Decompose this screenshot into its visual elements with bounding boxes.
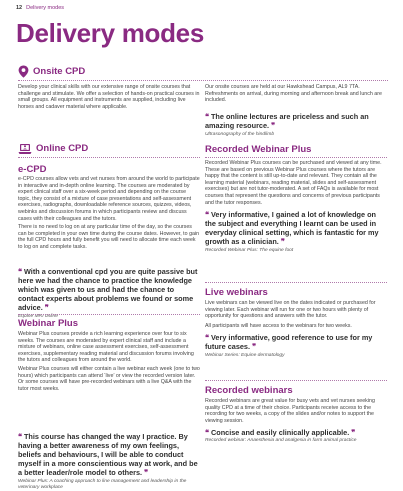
onsite-quote-source: Ultrasonography of the hindlimb [205, 131, 275, 137]
running-section-title: Delivery modes [26, 5, 65, 11]
close-quote-mark: ❞ [280, 237, 285, 247]
onsite-divider [18, 80, 388, 81]
webinar-plus-para-2: Webinar Plus courses will either contain a live webinar each week (one to two hours) which participants can attend ‘live’ or view the recorded version later. Or some courses will have pre-recorded webinars with a live Q&A with the tutor most weeks. [18, 365, 200, 392]
recorded-webinars-heading: Recorded webinars [205, 385, 293, 396]
live-webinars-section [205, 282, 387, 360]
online-heading-row [18, 142, 200, 155]
divider [205, 282, 387, 283]
onsite-quote [205, 112, 387, 130]
recorded-webinars-quote-text: Concise and easily clinically applicable. [210, 428, 350, 438]
recorded-webinars-quote [205, 428, 387, 437]
left-column [18, 84, 200, 110]
recorded-webinar-plus-section [205, 144, 387, 254]
webinar-plus-quote-text: This course has changed the way I practice. By having a better awareness of my own feelings, beliefs and behaviours, I will be able to conduct myself in a more conscientious way at work, and be a better leader/role model to others. [18, 432, 198, 477]
close-quote-mark: ❞ [252, 342, 256, 352]
page-header [16, 4, 64, 12]
live-webinars-quote-source: Webinar Series: Equine dermatology [205, 353, 285, 359]
open-quote-mark: ❝ [18, 267, 22, 276]
open-quote-mark: ❝ [205, 210, 209, 220]
open-quote-mark: ❝ [205, 428, 209, 438]
onsite-venue: Our onsite courses are held at our Hawkshead Campus, AL9 7TA. Refreshments on arrival, during morning and afternoon break and lunch are included. [205, 84, 382, 104]
online-divider [18, 157, 200, 158]
page-number: 12 [16, 5, 23, 11]
right-column [205, 84, 387, 138]
close-quote-mark: ❞ [44, 303, 49, 312]
onsite-cpd-heading: Onsite CPD [33, 65, 86, 77]
map-pin-icon [18, 65, 29, 78]
ecpd-para-1: e-CPD courses allow vets and vet nurses from around the world to participate in interactive and in-depth online learning. The courses are moderated by expert clinical staff over a six-week period and depending on the course topic, they consist of a mixture of case presentations and self-assessment exercises, radiographs, downloadable reference sources, quizzes, videos, webinks and discussion forums in which participants review and discuss cases with their colleagues and the tutors. [18, 176, 200, 222]
divider [205, 157, 387, 158]
ecpd-section [18, 164, 200, 251]
close-quote-mark: ❞ [271, 120, 276, 130]
ecpd-para-2: There is no need to log on at any particular time of the day, so the courses can be completed in your own time during the course dates. However, to gain the full CPD hours and fully benefit you will need to allocate time each week to log on and complete tasks. [18, 224, 200, 250]
webinar-plus-section [18, 318, 200, 392]
recorded-webinar-plus-para: Recorded Webinar Plus courses can be purchased and viewed at any time. These are based on previous Webinar Plus courses where the tutors are happy that the content is still up-to-date and relevant. They contain all the learning material (webinars, reading material, slides and self-assessment exercises) but are not tutor-moderated. A set of FAQs is available for most courses that represent the questions and concerns of previous participants and the tutor responses. [205, 160, 382, 206]
online-cpd-heading: Online CPD [36, 143, 89, 154]
ecpd-heading: e-CPD [18, 164, 47, 175]
live-webinars-quote [205, 333, 387, 351]
divider [18, 314, 200, 315]
recorded-webinar-plus-quote [205, 210, 387, 246]
ecpd-quote [18, 267, 200, 312]
recorded-webinars-section [205, 380, 387, 445]
onsite-heading-row [18, 64, 85, 78]
live-webinars-para-1: Live webinars can be viewed live on the dates indicated or purchased for viewing later. Each webinar will run for one or two hours with plenty of opportunity for questions and answers with the tutor. [205, 300, 376, 320]
webinar-plus-testimonial [18, 432, 200, 491]
laptop-icon [18, 143, 32, 155]
recorded-webinar-plus-quote-text: Very informative, I gained a lot of knowledge on the subject and everything I learnt can be used in everyday clinical setting, which is fantastic for my growth as a clinician. [205, 210, 379, 247]
ecpd-testimonial [18, 267, 200, 320]
divider [205, 380, 387, 381]
page-title: Delivery modes [16, 18, 205, 48]
ecpd-quote-text: With a conventional cpd you are quite passive but here we had the chance to practice the knowledge which was given to us and had the chance to contact experts about problems we found or some advice. [18, 267, 198, 312]
onsite-intro: Develop your clinical skills with our extensive range of onsite courses that challenge and stimulate. We offer a selection of hands-on practical courses in small groups. All equipment and instruments are supplied, including live horses and cadaver material where applicable. [18, 84, 200, 110]
open-quote-mark: ❝ [18, 432, 22, 441]
open-quote-mark: ❝ [205, 111, 209, 121]
webinar-plus-quote-source: Webinar Plus: A coaching approach to line management and leadership in the veterinary workplace [18, 479, 187, 491]
recorded-webinars-para: Recorded webinars are great value for busy vets and vet nurses seeking quality CPD at a time of their choice. Participants receive access to the recording for two weeks, a copy of the slides and/or notes to support the viewing session. [205, 398, 375, 424]
open-quote-mark: ❝ [205, 333, 209, 343]
onsite-quote-text: The online lectures are priceless and such an amazing resource. [205, 111, 369, 130]
live-webinars-quote-text: Very informative, good reference to use for my future cases. [205, 333, 373, 352]
webinar-plus-quote [18, 432, 200, 477]
live-webinars-para-2: All participants will have access to the webinars for two weeks. [205, 322, 352, 329]
live-webinars-heading: Live webinars [205, 287, 268, 298]
recorded-webinar-plus-quote-source: Recorded Webinar Plus: The equine foot [205, 248, 294, 254]
close-quote-mark: ❞ [351, 428, 356, 438]
recorded-webinars-quote-source: Recorded webinar: Anaesthesia and analgesia in farm animal practice [205, 438, 357, 444]
online-cpd-section [18, 142, 200, 491]
ecpd-quote-source: Equine MRI online [18, 314, 58, 319]
webinar-plus-para-1: Webinar Plus courses provide a rich learning experience over four to six weeks. The courses are moderated by expert clinical staff and include a mixture of webinars, online case assessment exercises, self-assessment exercises, supplementary reading material and discussion forums involving the tutors and colleagues from around the world. [18, 331, 194, 364]
webinar-plus-heading: Webinar Plus [18, 318, 79, 329]
recorded-webinar-plus-heading: Recorded Webinar Plus [205, 144, 312, 155]
close-quote-mark: ❞ [144, 468, 149, 477]
